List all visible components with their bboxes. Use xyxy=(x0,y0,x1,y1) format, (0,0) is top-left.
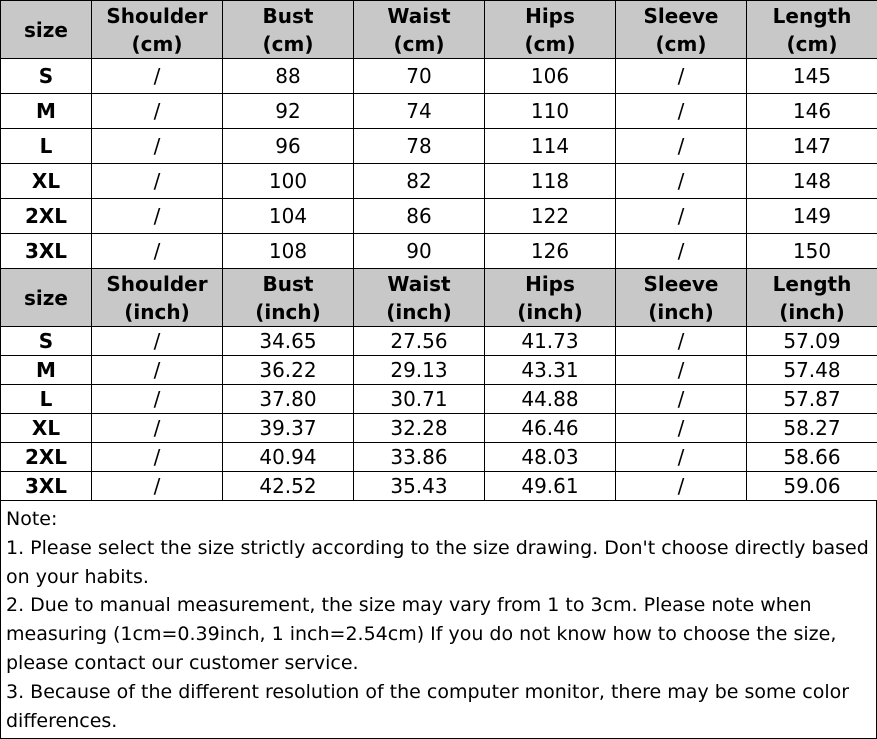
bust-header-label: Bust xyxy=(262,3,314,28)
shoulder-cell: / xyxy=(92,443,223,472)
waist-cell: 29.13 xyxy=(354,356,485,385)
size-cell: XL xyxy=(1,164,92,199)
shoulder-cell: / xyxy=(92,199,223,234)
size-header-label: size xyxy=(24,285,68,310)
length-cell: 148 xyxy=(747,164,877,199)
table-row xyxy=(1,234,877,269)
length-cell: 147 xyxy=(747,129,877,164)
table-row xyxy=(1,414,877,443)
length-header-label: Length xyxy=(772,3,852,28)
length-header-unit: (cm) xyxy=(786,31,838,56)
hips-cell: 48.03 xyxy=(485,443,616,472)
bust-cell: 40.94 xyxy=(223,443,354,472)
length-cell: 58.27 xyxy=(747,414,877,443)
size-header xyxy=(1,269,92,327)
hips-cell: 49.61 xyxy=(485,472,616,501)
bust-header-unit: (inch) xyxy=(255,299,321,324)
sleeve-header xyxy=(616,269,747,327)
length-cell: 150 xyxy=(747,234,877,269)
sleeve-cell: / xyxy=(616,164,747,199)
length-header xyxy=(747,269,877,327)
hips-cell: 126 xyxy=(485,234,616,269)
shoulder-header-label: Shoulder xyxy=(106,3,208,28)
waist-cell: 90 xyxy=(354,234,485,269)
shoulder-cell: / xyxy=(92,385,223,414)
size-header-label: size xyxy=(24,17,68,42)
waist-header-unit: (inch) xyxy=(386,299,452,324)
sleeve-header-unit: (cm) xyxy=(655,31,707,56)
shoulder-cell: / xyxy=(92,234,223,269)
sleeve-cell: / xyxy=(616,327,747,356)
shoulder-cell: / xyxy=(92,472,223,501)
size-cell: 2XL xyxy=(1,443,92,472)
table-row xyxy=(1,443,877,472)
waist-cell: 74 xyxy=(354,94,485,129)
note-item-2: 2. Due to manual measurement, the size may vary from 1 to 3cm. Please note when measuring (1cm=0.39inch, 1 inch=2.54cm) If you do not know how to choose the size, please contact our customer service. xyxy=(6,594,837,674)
bust-cell: 104 xyxy=(223,199,354,234)
hips-header xyxy=(485,1,616,59)
table-row xyxy=(1,94,877,129)
shoulder-cell: / xyxy=(92,327,223,356)
header-row xyxy=(1,1,877,59)
sleeve-cell: / xyxy=(616,443,747,472)
bust-header xyxy=(223,269,354,327)
size-cell: L xyxy=(1,385,92,414)
size-cell: S xyxy=(1,59,92,94)
sleeve-cell: / xyxy=(616,94,747,129)
bust-cell: 92 xyxy=(223,94,354,129)
size-cell: 3XL xyxy=(1,234,92,269)
bust-header-label: Bust xyxy=(262,271,314,296)
hips-cell: 44.88 xyxy=(485,385,616,414)
length-cell: 59.06 xyxy=(747,472,877,501)
sleeve-cell: / xyxy=(616,199,747,234)
bust-cell: 100 xyxy=(223,164,354,199)
length-cell: 57.09 xyxy=(747,327,877,356)
bust-cell: 88 xyxy=(223,59,354,94)
hips-cell: 106 xyxy=(485,59,616,94)
hips-cell: 46.46 xyxy=(485,414,616,443)
waist-cell: 82 xyxy=(354,164,485,199)
size-cell: S xyxy=(1,327,92,356)
length-cell: 146 xyxy=(747,94,877,129)
inch-table xyxy=(1,269,877,501)
table-row xyxy=(1,199,877,234)
length-cell: 57.87 xyxy=(747,385,877,414)
shoulder-cell: / xyxy=(92,414,223,443)
sleeve-cell: / xyxy=(616,385,747,414)
length-header-unit: (inch) xyxy=(779,299,845,324)
sleeve-cell: / xyxy=(616,59,747,94)
hips-cell: 114 xyxy=(485,129,616,164)
shoulder-cell: / xyxy=(92,94,223,129)
bust-cell: 37.80 xyxy=(223,385,354,414)
notes-heading: Note: xyxy=(6,508,58,530)
hips-header-unit: (cm) xyxy=(524,31,576,56)
waist-cell: 86 xyxy=(354,199,485,234)
shoulder-header xyxy=(92,1,223,59)
sleeve-cell: / xyxy=(616,414,747,443)
shoulder-cell: / xyxy=(92,164,223,199)
note-item-3: 3. Because of the different resolution of the computer monitor, there may be some color differences. xyxy=(6,680,850,732)
sleeve-cell: / xyxy=(616,129,747,164)
cm-table xyxy=(1,1,877,269)
sleeve-cell: / xyxy=(616,356,747,385)
hips-header-unit: (inch) xyxy=(517,299,583,324)
size-cell: XL xyxy=(1,414,92,443)
sleeve-header-unit: (inch) xyxy=(648,299,714,324)
waist-header-label: Waist xyxy=(387,271,451,296)
sleeve-header-label: Sleeve xyxy=(643,3,719,28)
waist-header xyxy=(354,269,485,327)
shoulder-cell: / xyxy=(92,129,223,164)
table-row xyxy=(1,59,877,94)
size-cell: 2XL xyxy=(1,199,92,234)
length-cell: 149 xyxy=(747,199,877,234)
size-cell: 3XL xyxy=(1,472,92,501)
bust-cell: 42.52 xyxy=(223,472,354,501)
size-cell: M xyxy=(1,94,92,129)
table-row xyxy=(1,164,877,199)
bust-cell: 36.22 xyxy=(223,356,354,385)
shoulder-header-label: Shoulder xyxy=(106,271,208,296)
hips-cell: 43.31 xyxy=(485,356,616,385)
sleeve-header xyxy=(616,1,747,59)
length-header xyxy=(747,1,877,59)
bust-cell: 108 xyxy=(223,234,354,269)
table-row xyxy=(1,356,877,385)
sleeve-cell: / xyxy=(616,472,747,501)
waist-cell: 27.56 xyxy=(354,327,485,356)
table-row xyxy=(1,472,877,501)
shoulder-cell: / xyxy=(92,59,223,94)
header-row xyxy=(1,269,877,327)
waist-header-label: Waist xyxy=(387,3,451,28)
bust-header-unit: (cm) xyxy=(262,31,314,56)
length-cell: 58.66 xyxy=(747,443,877,472)
waist-cell: 33.86 xyxy=(354,443,485,472)
waist-cell: 30.71 xyxy=(354,385,485,414)
bust-header xyxy=(223,1,354,59)
hips-header-label: Hips xyxy=(525,3,575,28)
hips-header xyxy=(485,269,616,327)
bust-cell: 39.37 xyxy=(223,414,354,443)
length-cell: 145 xyxy=(747,59,877,94)
waist-cell: 70 xyxy=(354,59,485,94)
hips-cell: 118 xyxy=(485,164,616,199)
length-header-label: Length xyxy=(772,271,852,296)
sleeve-header-label: Sleeve xyxy=(643,271,719,296)
table-row xyxy=(1,327,877,356)
size-cell: L xyxy=(1,129,92,164)
shoulder-header-unit: (cm) xyxy=(131,31,183,56)
table-row xyxy=(1,385,877,414)
table-row xyxy=(1,129,877,164)
size-cell: M xyxy=(1,356,92,385)
notes-section xyxy=(0,501,877,739)
waist-header xyxy=(354,1,485,59)
hips-cell: 122 xyxy=(485,199,616,234)
note-item-1: 1. Please select the size strictly according to the size drawing. Don't choose directly based on your habits. xyxy=(6,536,869,588)
hips-cell: 110 xyxy=(485,94,616,129)
hips-cell: 41.73 xyxy=(485,327,616,356)
size-header xyxy=(1,1,92,59)
length-cell: 57.48 xyxy=(747,356,877,385)
shoulder-cell: / xyxy=(92,356,223,385)
shoulder-header xyxy=(92,269,223,327)
sleeve-cell: / xyxy=(616,234,747,269)
bust-cell: 34.65 xyxy=(223,327,354,356)
bust-cell: 96 xyxy=(223,129,354,164)
waist-cell: 78 xyxy=(354,129,485,164)
waist-cell: 35.43 xyxy=(354,472,485,501)
hips-header-label: Hips xyxy=(525,271,575,296)
waist-cell: 32.28 xyxy=(354,414,485,443)
shoulder-header-unit: (inch) xyxy=(124,299,190,324)
waist-header-unit: (cm) xyxy=(393,31,445,56)
